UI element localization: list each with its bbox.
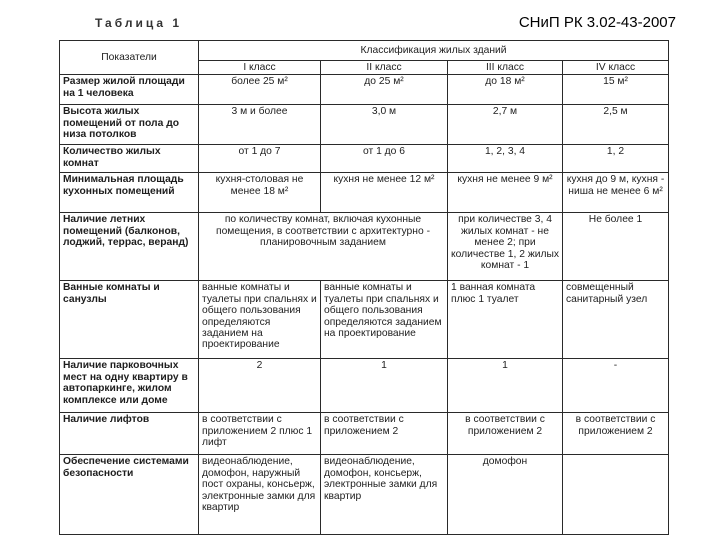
table-cell: ванные комнаты и туалеты при спальнях и общего пользования определяются заданием на проектирование — [321, 281, 448, 359]
table-cell: ванные комнаты и туалеты при спальнях и общего пользования определяются заданием на проектирование — [199, 281, 321, 359]
table-cell: до 18 м² — [448, 75, 563, 105]
table-cell: 2,7 м — [448, 105, 563, 145]
classification-table-wrapper — [59, 40, 668, 535]
table-cell: 3 м и более — [199, 105, 321, 145]
header-class-1: I класс — [199, 61, 321, 75]
table-cell: видеонаблюдение, домофон, консьерж, электронные замки для квартир — [321, 455, 448, 535]
row-label: Обеспечение системами безопасности — [60, 455, 199, 535]
table-cell: при количестве 3, 4 жилых комнат - не менее 2; при количестве 1, 2 жилых комнат - 1 — [448, 213, 563, 281]
row-label: Размер жилой площади на 1 человека — [60, 75, 199, 105]
table-cell: кухня не менее 9 м² — [448, 173, 563, 213]
classification-table — [59, 40, 669, 535]
row-label: Минимальная площадь кухонных помещений — [60, 173, 199, 213]
table-cell: 1 — [321, 359, 448, 413]
table-cell: в соответствии с приложением 2 — [448, 413, 563, 455]
table-row — [60, 173, 669, 213]
table-cell: от 1 до 7 — [199, 145, 321, 173]
row-label: Наличие парковочных мест на одну квартиру в автопаркинге, жилом комплексе или доме — [60, 359, 199, 413]
table-cell: домофон — [448, 455, 563, 535]
table-cell: более 25 м² — [199, 75, 321, 105]
table-cell: 1 — [448, 359, 563, 413]
header-parameters: Показатели — [60, 41, 199, 75]
document-reference: СНиП РК 3.02-43-2007 — [518, 14, 676, 31]
table-row — [60, 105, 669, 145]
header-class-3: III класс — [448, 61, 563, 75]
table-cell-merged: по количеству комнат, включая кухонные помещения, в соответствии с архитектурно - планировочным заданием — [199, 213, 448, 281]
table-cell: в соответствии с приложением 2 — [563, 413, 669, 455]
table-cell: 3,0 м — [321, 105, 448, 145]
table-cell: Не более 1 — [563, 213, 669, 281]
table-cell — [563, 455, 669, 535]
row-label: Наличие летних помещений (балконов, лоджий, террас, веранд) — [60, 213, 199, 281]
row-label: Количество жилых комнат — [60, 145, 199, 173]
table-row — [60, 455, 669, 535]
table-cell: в соответствии с приложением 2 — [321, 413, 448, 455]
row-label: Наличие лифтов — [60, 413, 199, 455]
table-cell: видеонаблюдение, домофон, наружный пост охраны, консьерж, электронные замки для квартир — [199, 455, 321, 535]
table-row — [60, 75, 669, 105]
table-row — [60, 413, 669, 455]
table-row — [60, 281, 669, 359]
table-row — [60, 145, 669, 173]
row-label: Высота жилых помещений от пола до низа потолков — [60, 105, 199, 145]
table-cell: 1, 2 — [563, 145, 669, 173]
table-header-row — [60, 41, 669, 61]
table-cell: 2,5 м — [563, 105, 669, 145]
table-cell: кухня-столовая не менее 18 м² — [199, 173, 321, 213]
table-cell: 1 ванная комната плюс 1 туалет — [448, 281, 563, 359]
table-cell: кухня до 9 м, кухня - ниша не менее 6 м² — [563, 173, 669, 213]
table-cell: 15 м² — [563, 75, 669, 105]
table-cell: кухня не менее 12 м² — [321, 173, 448, 213]
row-label: Ванные комнаты и санузлы — [60, 281, 199, 359]
table-row — [60, 213, 669, 281]
table-cell: от 1 до 6 — [321, 145, 448, 173]
table-cell: - — [563, 359, 669, 413]
table-cell: 2 — [199, 359, 321, 413]
table-cell: совмещенный санитарный узел — [563, 281, 669, 359]
table-cell: до 25 м² — [321, 75, 448, 105]
header-class-2: II класс — [321, 61, 448, 75]
table-caption: Таблица 1 — [95, 16, 183, 30]
table-cell: 1, 2, 3, 4 — [448, 145, 563, 173]
header-class-4: IV класс — [563, 61, 669, 75]
table-cell: в соответствии с приложением 2 плюс 1 лифт — [199, 413, 321, 455]
header-classification: Классификация жилых зданий — [199, 41, 669, 61]
table-row — [60, 359, 669, 413]
